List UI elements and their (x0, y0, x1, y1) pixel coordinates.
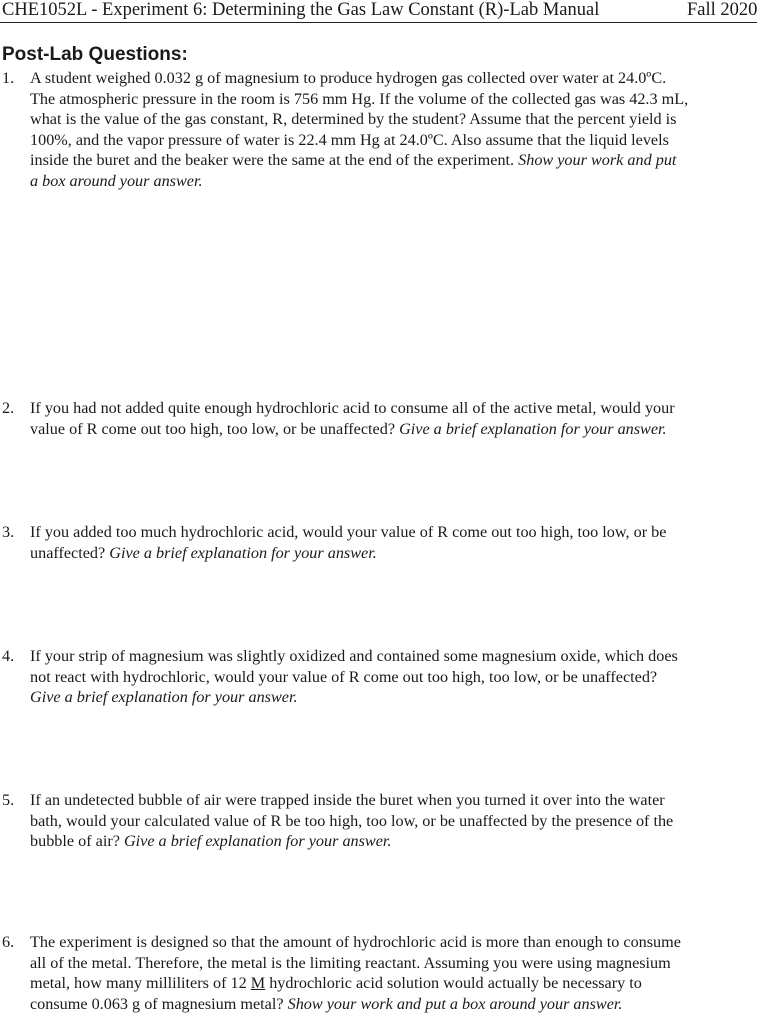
question-text (30, 68, 757, 192)
question-line: 100%, and the vapor pressure of water is 22.4 mm Hg at 24.0ºC. Also assume that the liquid levels (30, 130, 669, 149)
question-line: The atmospheric pressure in the room is 756 mm Hg. If the volume of the collected gas was 42.3 mL, (30, 89, 689, 108)
question-text (30, 398, 757, 439)
question-line: bubble of air? Give a brief explanation for your answer. (30, 832, 392, 851)
question-line (30, 687, 757, 708)
question-text (30, 790, 757, 852)
question-number: 2. (2, 399, 15, 417)
instruction-text: Show your work and put a box around your answer. (287, 994, 623, 1013)
molarity-unit: M (250, 974, 266, 993)
header-title: CHE1052L - Experiment 6: Determining the Gas Law Constant (R)-Lab Manual (2, 0, 600, 20)
question-number: 1. (2, 69, 15, 87)
question-line (30, 171, 757, 192)
question-number: 6. (2, 933, 15, 951)
question-text (30, 646, 757, 708)
instruction-text: a box around your answer. (30, 171, 203, 190)
question-line: If you added too much hydrochloric acid, would your value of R come out too high, too low, or be (30, 523, 667, 541)
question-line: what is the value of the gas constant, R, determined by the student? Assume that the percent yield is (30, 110, 677, 129)
instruction-text: Give a brief explanation for your answer. (123, 832, 392, 851)
question-line: inside the buret and the beaker were the same at the end of the experiment. Show your work and put (30, 151, 677, 170)
question-text (30, 522, 757, 563)
section-title: Post-Lab Questions: (2, 44, 188, 65)
instruction-text: Give a brief explanation for your answer. (30, 688, 298, 707)
question-line: If an undetected bubble of air were trapped inside the buret when you turned it over into the water (30, 791, 665, 809)
question-line: A student weighed 0.032 g of magnesium to produce hydrogen gas collected over water at 24.0ºC. (30, 69, 667, 87)
question-line: If your strip of magnesium was slightly oxidized and contained some magnesium oxide, which does (30, 647, 678, 665)
question-number: 4. (2, 647, 15, 665)
question-line: If you had not added quite enough hydrochloric acid to consume all of the active metal, would your (30, 399, 675, 417)
question-line: not react with hydrochloric, would your value of R come out too high, too low, or be unaffected? (30, 667, 658, 686)
question-line: unaffected? Give a brief explanation for your answer. (30, 543, 377, 562)
question-line: The experiment is designed so that the amount of hydrochloric acid is more than enough to consume (30, 933, 681, 951)
instruction-text: Give a brief explanation for your answer. (109, 543, 377, 562)
question-line: value of R come out too high, too low, or be unaffected? Give a brief explanation for your answer. (30, 419, 667, 438)
instruction-text: Show your work and put (518, 151, 677, 170)
question-number: 5. (2, 791, 15, 809)
question-line: consume 0.063 g of magnesium metal? Show your work and put a box around your answer. (30, 994, 623, 1013)
question-line: all of the metal. Therefore, the metal is the limiting reactant. Assuming you were using magnesium (30, 953, 671, 972)
header-term: Fall 2020 (687, 0, 757, 20)
page-header (0, 0, 757, 23)
question-number: 3. (2, 523, 15, 541)
instruction-text: Give a brief explanation for your answer. (399, 419, 667, 438)
question-line: metal, how many milliliters of 12 M hydrochloric acid solution would actually be necessary to (30, 974, 642, 993)
question-text (30, 932, 757, 1014)
question-line: bath, would your calculated value of R be too high, too low, or be unaffected by the presence of the (30, 811, 674, 830)
